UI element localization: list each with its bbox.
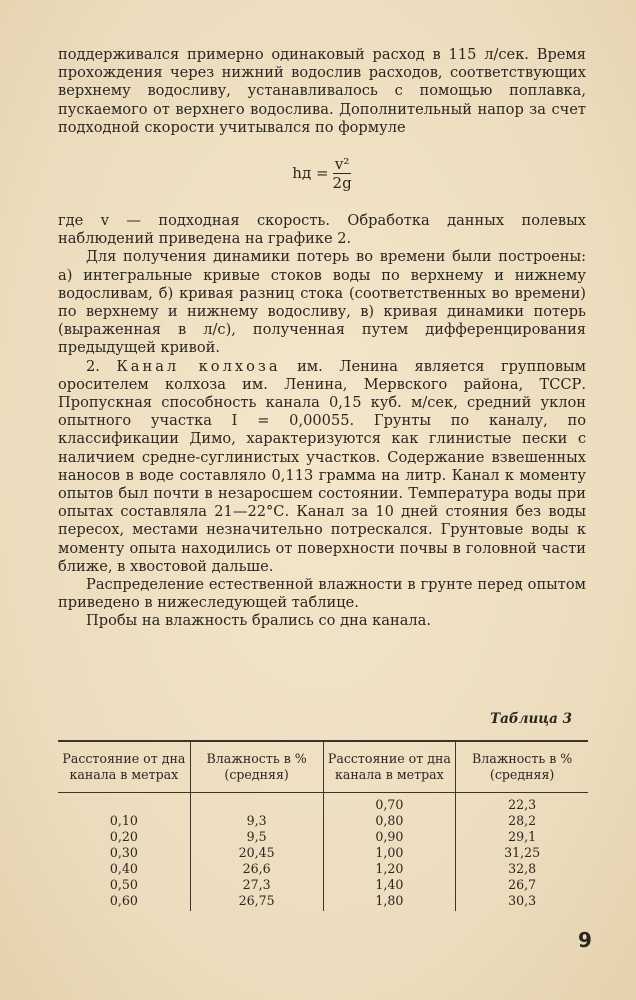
table-cell: 31,25 [504,845,541,860]
table-header-row [58,742,588,793]
table-cell: 0,50 [109,877,138,892]
paragraph-flow-measurement: поддерживался примерно одинаковый расход в 115 л/сек. Время прохождения через нижний водослив расходов, соответствующих верхнему водосливу, устанавливалось с помощью поплавка, пускаемого от верхнего водослива. Дополнительный напор за счет подходной скорости учитывался по формуле [58,46,586,136]
table-cell: 26,75 [238,893,275,908]
table-cell: 28,2 [508,813,537,828]
table-caption: Таблица 3 [490,711,572,727]
section-heading: Канал колхоза [116,357,281,375]
table-cell: 1,00 [375,845,404,860]
table-cell: 9,5 [246,829,267,844]
table-cell: 29,1 [508,829,537,844]
table-cell: 0,70 [375,797,404,812]
table-cell: 32,8 [508,861,537,876]
table-cell: 20,45 [238,845,275,860]
table-cell: 27,3 [242,877,271,892]
table-cell: 0,10 [109,813,138,828]
body-text [58,46,586,631]
table-cell: 0,40 [109,861,138,876]
paragraph-velocity-note: где v — подходная скорость. Обработка данных полевых наблюдений приведена на графике 2. [58,212,586,248]
header-distance-right: Расстояние от дна канала в метрах [324,742,457,792]
table-cell: 0,80 [375,813,404,828]
table-cell: 1,80 [375,893,404,908]
header-moisture-left: Влажность в % (средняя) [191,742,324,792]
table-cell: 9,3 [246,813,267,828]
table-cell: 1,20 [375,861,404,876]
table-cell: 26,6 [242,861,271,876]
table-body [58,793,588,911]
paragraph-moisture-distribution: Распределение естественной влажности в грунте перед опытом приведено в нижеследующей таблице. [58,576,586,612]
column-distance-right [324,793,457,911]
column-distance-left [58,793,191,911]
approach-head-formula [58,155,586,192]
formula-numerator: v² [334,155,350,174]
table-cell: 22,3 [508,797,537,812]
table-cell: 0,90 [375,829,404,844]
table-cell: 0,30 [109,845,138,860]
formula-fraction [333,155,352,192]
paragraph-canal-description [58,358,586,576]
page-number: 9 [578,928,592,952]
moisture-table [58,740,588,911]
formula-lhs: hд = [292,164,329,183]
column-moisture-left [191,793,324,911]
section-number: 2. [86,357,100,375]
table-cell: 30,3 [508,893,537,908]
table-cell: 26,7 [508,877,537,892]
header-moisture-right: Влажность в % (средняя) [471,751,573,782]
table-cell: 0,60 [109,893,138,908]
paragraph-loss-dynamics: Для получения динамики потерь во времени были построены: а) интегральные кривые стоков воды по верхнему и нижнему водосливам, б) кривая разниц стока (соответственных во времени) по верхнему и нижнему водосливу, в) кривая динамики потерь (выраженная в л/с), полученная путем дифференцирования предыдущей кривой. [58,248,586,357]
table-cell: 0,20 [109,829,138,844]
canal-description-text: им. Ленина является групповым оросителем колхоза им. Ленина, Мервского района, ТССР. Пропускная способность канала 0,15 куб. м/сек, средний уклон опытного участка I = 0,00055. Грунты по каналу, по классификации Димо, характеризуются как глинистые пески с наличием средне-суглинистых участков. Содержание взвешенных наносов в воде составляло 0,113 грамма на литр. Канал к моменту опытов был почти в незаросшем состоянии. Температура воды при опытах составляла 21—22°С. Канал за 10 дней стояния без воды пересох, местами незначительно потрескался. Грунтовые воды к моменту опыта находились от поверхности почвы в головной части ближе, в хвостовой дальше. [58,357,587,575]
column-moisture-right [456,793,588,911]
formula-denominator: 2g [332,174,352,193]
header-distance-left: Расстояние от дна канала в метрах [58,742,191,792]
paragraph-sampling-note: Пробы на влажность брались со дна канала. [86,612,432,630]
table-cell: 1,40 [375,877,404,892]
